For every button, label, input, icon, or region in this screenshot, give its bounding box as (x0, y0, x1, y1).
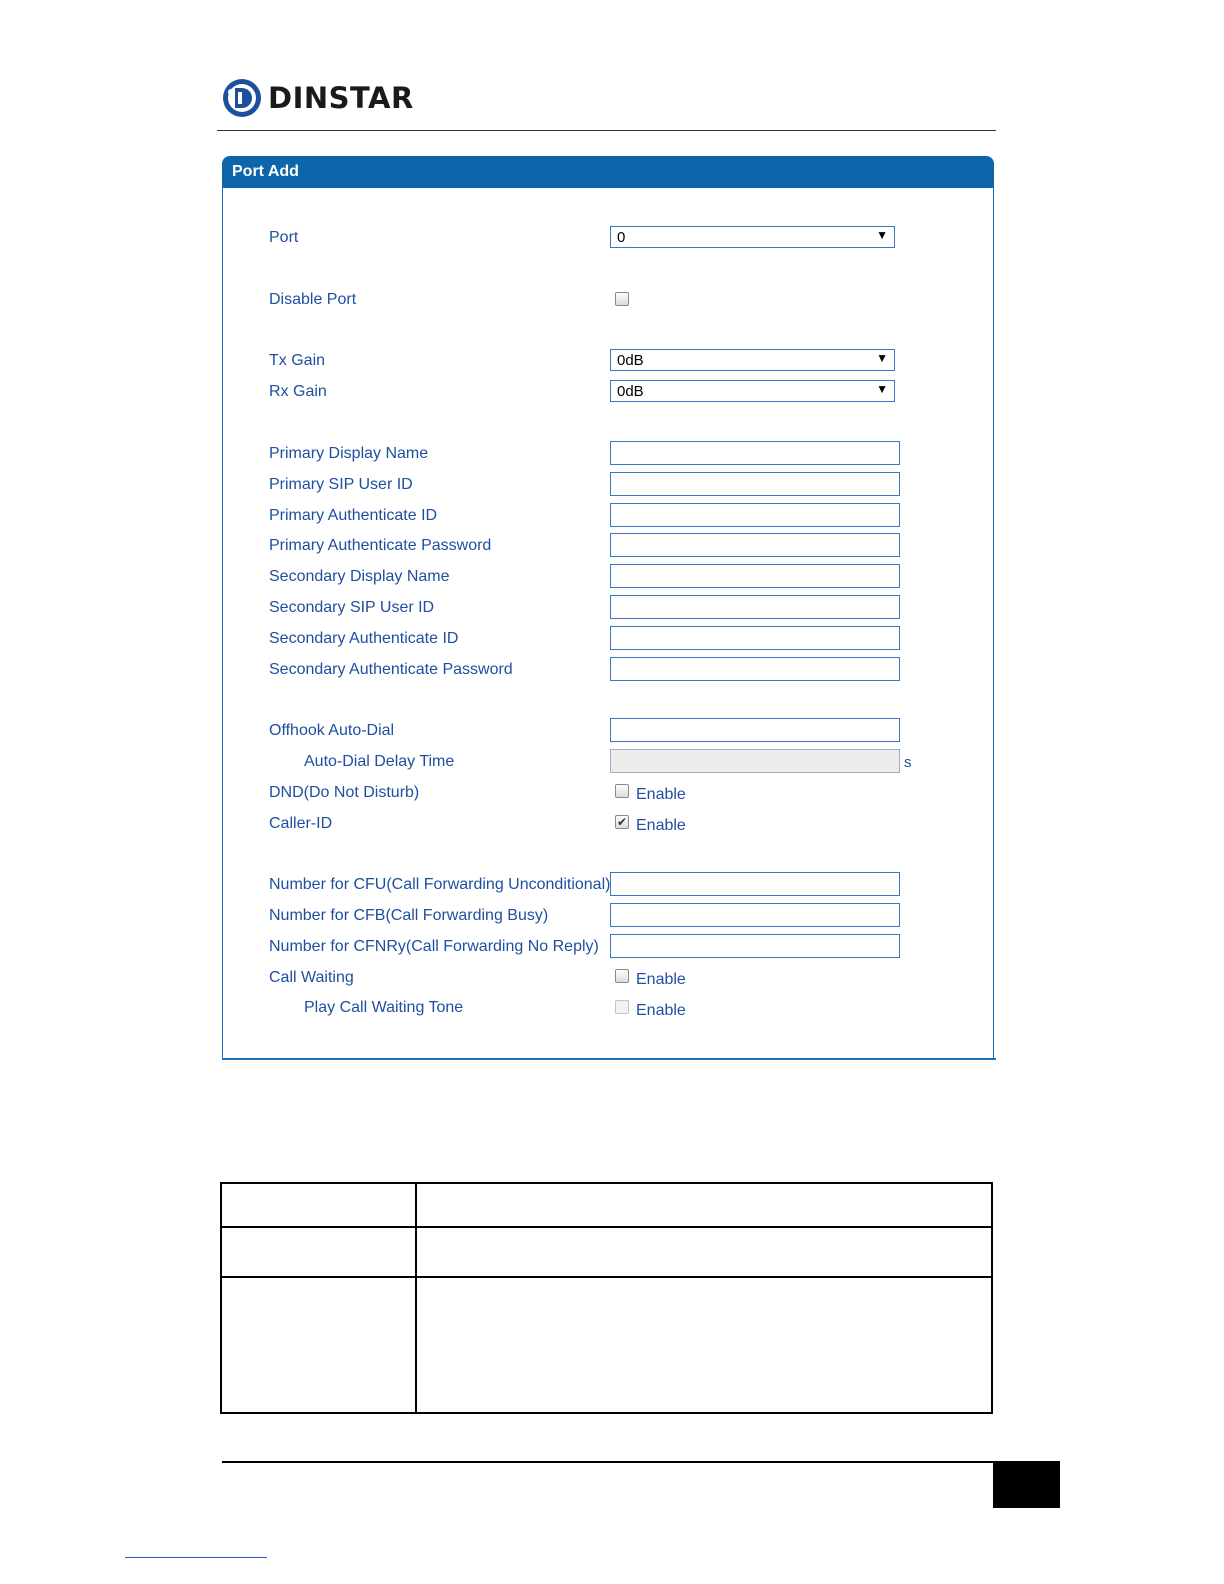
cfnry-label: Number for CFNRy(Call Forwarding No Reply) (269, 938, 599, 955)
secondary-authenticate-id-label: Secondary Authenticate ID (269, 630, 459, 647)
secondary-sip-user-id-label: Secondary SIP User ID (269, 599, 435, 616)
table-cell (416, 1227, 992, 1277)
dnd-enable-label: Enable (636, 786, 686, 803)
brand-name: DINSTAR (268, 81, 414, 115)
table-cell (221, 1277, 416, 1413)
autodial-delay-label: Auto-Dial Delay Time (304, 753, 455, 770)
secondary-display-name-label: Secondary Display Name (269, 568, 450, 585)
table-row (221, 1227, 992, 1277)
caller-id-checkbox[interactable] (615, 815, 629, 829)
caller-id-label: Caller-ID (269, 815, 333, 832)
caller-id-enable-label: Enable (636, 817, 686, 834)
tx-gain-value: 0dB (617, 352, 644, 369)
port-select-value: 0 (617, 229, 626, 246)
primary-sip-user-id-label: Primary SIP User ID (269, 476, 413, 493)
footer-link-underline (125, 1557, 267, 1558)
play-cw-tone-label: Play Call Waiting Tone (304, 999, 464, 1016)
call-waiting-checkbox[interactable] (615, 969, 629, 983)
rx-gain-label: Rx Gain (269, 383, 327, 400)
table-row (221, 1277, 992, 1413)
rx-gain-value: 0dB (617, 383, 644, 400)
table-cell (221, 1183, 416, 1227)
dnd-label: DND(Do Not Disturb) (269, 784, 420, 801)
primary-authenticate-password-label: Primary Authenticate Password (269, 537, 492, 554)
cfb-label: Number for CFB(Call Forwarding Busy) (269, 907, 549, 924)
table-cell (416, 1183, 992, 1227)
port-label: Port (269, 229, 299, 246)
secondary-sip-user-id-input[interactable] (610, 595, 900, 619)
call-waiting-label: Call Waiting (269, 969, 354, 986)
call-waiting-enable-label: Enable (636, 971, 686, 988)
dropdown-arrow-icon: ▼ (876, 382, 888, 396)
description-table (220, 1182, 993, 1414)
primary-sip-user-id-input[interactable] (610, 472, 900, 496)
secondary-authenticate-id-input[interactable] (610, 626, 900, 650)
cfnry-input[interactable] (610, 934, 900, 958)
table-cell (221, 1227, 416, 1277)
footer-divider (222, 1461, 994, 1463)
play-cw-tone-checkbox[interactable] (615, 1000, 629, 1014)
autodial-delay-unit: s (904, 754, 912, 771)
offhook-autodial-label: Offhook Auto-Dial (269, 722, 395, 739)
tx-gain-select[interactable] (610, 349, 895, 371)
primary-authenticate-id-label: Primary Authenticate ID (269, 507, 438, 524)
panel-bottom-border (222, 1058, 996, 1060)
dinstar-logo-icon (222, 78, 262, 118)
primary-authenticate-id-input[interactable] (610, 503, 900, 527)
header-divider (217, 130, 996, 131)
disable-port-label: Disable Port (269, 291, 357, 308)
cfu-input[interactable] (610, 872, 900, 896)
secondary-authenticate-password-label: Secondary Authenticate Password (269, 661, 513, 678)
cfb-input[interactable] (610, 903, 900, 927)
panel-title: Port Add (232, 163, 299, 180)
port-select[interactable] (610, 226, 895, 248)
tx-gain-label: Tx Gain (269, 352, 326, 369)
checkmark-icon: ✔ (616, 815, 628, 829)
rx-gain-select[interactable] (610, 380, 895, 402)
disable-port-checkbox[interactable] (615, 292, 629, 306)
dnd-checkbox[interactable] (615, 784, 629, 798)
dropdown-arrow-icon: ▼ (876, 228, 888, 242)
port-add-panel (222, 156, 994, 1059)
page-number-box (993, 1461, 1060, 1508)
cfu-label: Number for CFU(Call Forwarding Unconditional) (269, 876, 611, 893)
table-cell (416, 1277, 992, 1413)
dropdown-arrow-icon: ▼ (876, 351, 888, 365)
primary-display-name-input[interactable] (610, 441, 900, 465)
panel-header (222, 156, 994, 188)
dinstar-logo (222, 78, 414, 118)
autodial-delay-input[interactable] (610, 749, 900, 773)
primary-authenticate-password-input[interactable] (610, 533, 900, 557)
table-row (221, 1183, 992, 1227)
secondary-display-name-input[interactable] (610, 564, 900, 588)
offhook-autodial-input[interactable] (610, 718, 900, 742)
play-cw-tone-enable-label: Enable (636, 1002, 686, 1019)
secondary-authenticate-password-input[interactable] (610, 657, 900, 681)
primary-display-name-label: Primary Display Name (269, 445, 429, 462)
